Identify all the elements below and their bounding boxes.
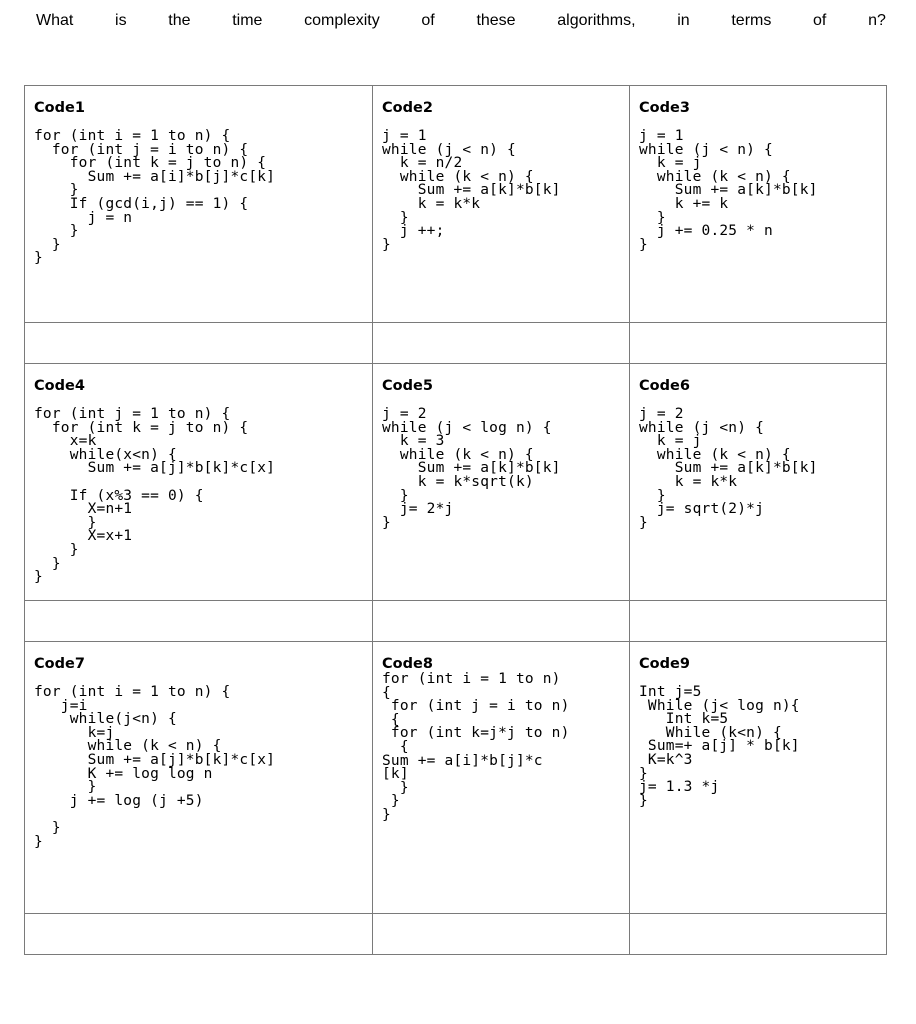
answer-row-3 bbox=[25, 914, 887, 955]
code-row-3 bbox=[25, 642, 887, 914]
code-title: Code9 bbox=[639, 656, 690, 672]
code-block: for (int i = 1 to n) { j=i while(j<n) { k=j while (k < n) { Sum += a[j]*b[k]*c[x] K += log log n } j += log (j +5) } } bbox=[34, 684, 276, 850]
code-title: Code1 bbox=[34, 100, 85, 116]
question-word: of bbox=[813, 12, 827, 29]
code-cell-1 bbox=[25, 86, 373, 323]
code-block: for (int j = 1 to n) { for (int k = j to n) { x=k while(x<n) { Sum += a[j]*b[k]*c[x] If (x%3 == 0) { X=n+1 } X=x+1 } } } bbox=[34, 406, 276, 586]
code-title: Code2 bbox=[382, 100, 433, 116]
answer-row-1 bbox=[25, 323, 887, 364]
code-block: j = 2 while (j <n) { k = j while (k < n) { Sum += a[k]*b[k] k = k*k } j= sqrt(2)*j } bbox=[639, 406, 818, 531]
answer-cell[interactable] bbox=[630, 914, 887, 955]
code-cell-6 bbox=[630, 364, 887, 601]
code-block: j = 1 while (j < n) { k = n/2 while (k < n) { Sum += a[k]*b[k] k = k*k } j ++; } bbox=[382, 128, 561, 253]
code-cell-9 bbox=[630, 642, 887, 914]
code-cell-7 bbox=[25, 642, 373, 914]
code-title: Code8 bbox=[382, 656, 433, 672]
code-row-1 bbox=[25, 86, 887, 323]
answer-cell[interactable] bbox=[25, 323, 373, 364]
code-block: Int j=5 While (j< log n){ Int k=5 While (k<n) { Sum=+ a[j] * b[k] K=k^3 } j= 1.3 *j } bbox=[639, 684, 800, 809]
code-title: Code7 bbox=[34, 656, 85, 672]
question-word: What bbox=[36, 12, 74, 29]
code-title: Code5 bbox=[382, 378, 433, 394]
code-title: Code4 bbox=[34, 378, 85, 394]
code-title: Code6 bbox=[639, 378, 690, 394]
code-cell-4 bbox=[25, 364, 373, 601]
question-word: these bbox=[476, 12, 516, 29]
answer-cell[interactable] bbox=[373, 323, 630, 364]
code-row-2 bbox=[25, 364, 887, 601]
code-cell-8 bbox=[373, 642, 630, 914]
question-text bbox=[36, 12, 886, 30]
code-title: Code3 bbox=[639, 100, 690, 116]
question-word: the bbox=[168, 12, 191, 29]
code-table bbox=[24, 85, 887, 955]
answer-cell[interactable] bbox=[25, 601, 373, 642]
answer-cell[interactable] bbox=[25, 914, 373, 955]
question-word: complexity bbox=[304, 12, 380, 29]
code-cell-3 bbox=[630, 86, 887, 323]
code-cell-2 bbox=[373, 86, 630, 323]
question-word: is bbox=[115, 12, 127, 29]
question-word: time bbox=[232, 12, 263, 29]
question-word: in bbox=[677, 12, 690, 29]
code-block: j = 2 while (j < log n) { k = 3 while (k < n) { Sum += a[k]*b[k] k = k*sqrt(k) } j= 2*j } bbox=[382, 406, 561, 531]
code-block: for (int i = 1 to n) { for (int j = i to n) { for (int k = j to n) { Sum += a[i]*b[j]*c[k] } If (gcd(i,j) == 1) { j = n } } } bbox=[34, 128, 276, 267]
code-block: for (int i = 1 to n) { for (int j = i to n) { for (int k=j*j to n) { Sum += a[i]*b[j]*c [k] } } } bbox=[382, 671, 570, 823]
answer-row-2 bbox=[25, 601, 887, 642]
question-word: terms bbox=[731, 12, 772, 29]
question-word: algorithms, bbox=[557, 12, 636, 29]
answer-cell[interactable] bbox=[630, 323, 887, 364]
answer-cell[interactable] bbox=[373, 601, 630, 642]
code-cell-5 bbox=[373, 364, 630, 601]
code-block: j = 1 while (j < n) { k = j while (k < n) { Sum += a[k]*b[k] k += k } j += 0.25 * n } bbox=[639, 128, 818, 253]
question-word: n? bbox=[868, 12, 886, 29]
question-word: of bbox=[421, 12, 435, 29]
answer-cell[interactable] bbox=[630, 601, 887, 642]
answer-cell[interactable] bbox=[373, 914, 630, 955]
